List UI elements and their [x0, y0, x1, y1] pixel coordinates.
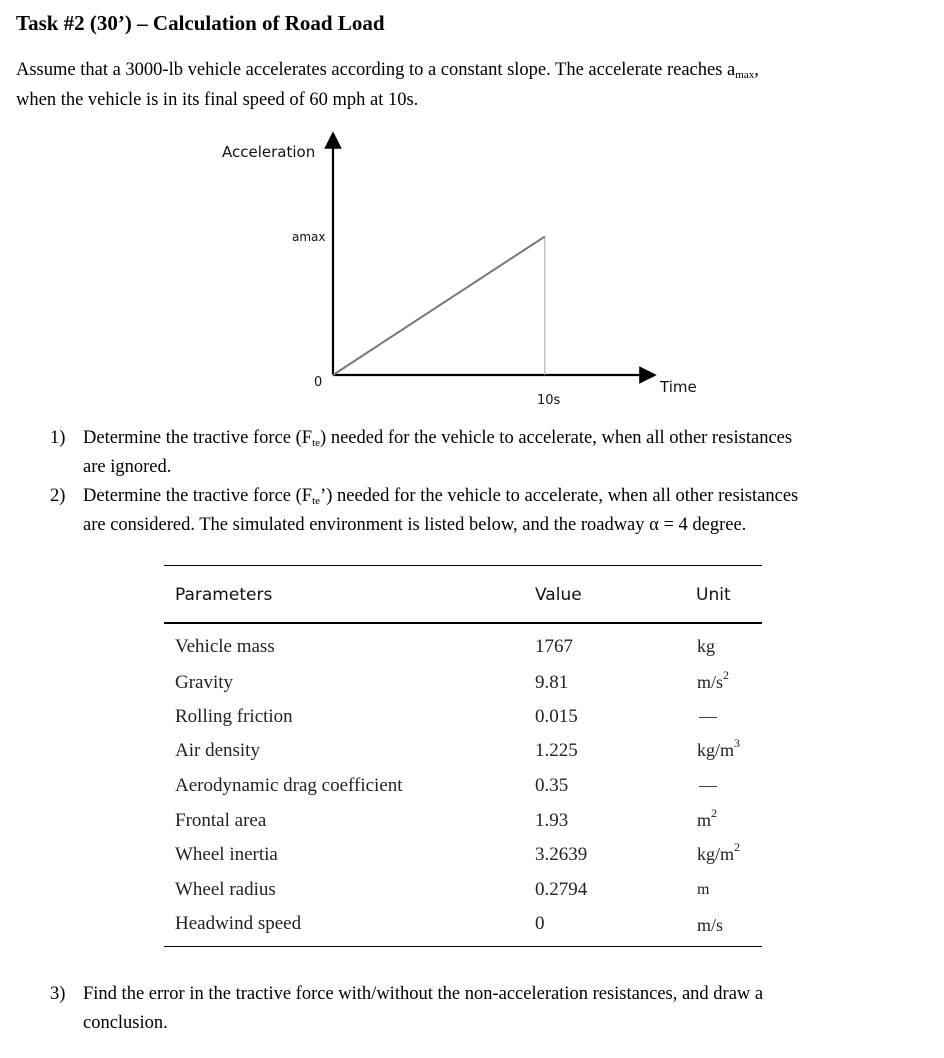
- table-bottom-rule: [164, 946, 762, 947]
- unit-wheel-radius: m: [697, 881, 710, 898]
- value-wheel-inertia: 3.2639: [535, 844, 588, 865]
- y-tick-label-amax: amax: [292, 230, 326, 244]
- unit-air-density: $kg/m^3$: [697, 736, 741, 760]
- x-tick-label-10s: 10s: [537, 393, 561, 408]
- unit-headwind-speed: m/s: [697, 915, 724, 935]
- value-aero-drag: 0.35: [535, 775, 569, 796]
- y-tick-label-0: 0: [314, 375, 323, 390]
- intro-line-1: Assume that a 3000-lb vehicle accelerates according to a constant slope. The accelerate reaches a: [16, 60, 736, 80]
- header-value: Value: [535, 585, 582, 605]
- unit-gravity: $m/s^2$: [697, 668, 730, 692]
- question-1-text-b: ) needed for the vehicle to accelerate, when all other resistances: [320, 428, 793, 448]
- y-axis-label: Acceleration: [222, 143, 316, 161]
- x-axis-label: Time: [660, 378, 697, 396]
- question-1-text-a: Determine the tractive force (F: [83, 428, 313, 448]
- task-title: Task #2 (30’) – Calculation of Road Load: [16, 11, 385, 35]
- question-2-text-b: ’) needed for the vehicle to accelerate, when all other resistances: [320, 486, 799, 506]
- unit-vehicle-mass: kg: [697, 636, 715, 656]
- question-2-number: 2): [50, 486, 66, 506]
- param-headwind-speed: Headwind speed: [175, 913, 302, 934]
- value-wheel-radius: 0.2794: [535, 879, 588, 900]
- value-gravity: 9.81: [535, 672, 569, 693]
- unit-wheel-inertia: $kg/m^2$: [697, 840, 741, 864]
- table-top-rule: [164, 565, 762, 566]
- param-wheel-radius: Wheel radius: [175, 879, 276, 900]
- question-3-line-2: conclusion.: [83, 1013, 168, 1033]
- param-gravity: Gravity: [175, 672, 234, 693]
- param-wheel-inertia: Wheel inertia: [175, 844, 278, 865]
- question-1-number: 1): [50, 428, 66, 448]
- value-headwind-speed: 0: [535, 913, 545, 934]
- unit-aero-drag: —: [699, 775, 717, 795]
- intro-line-1-end: ,: [754, 60, 759, 80]
- question-3-number: 3): [50, 984, 66, 1004]
- param-rolling-friction: Rolling friction: [175, 706, 293, 727]
- header-unit: Unit: [696, 585, 731, 605]
- unit-rolling-friction: —: [699, 706, 717, 726]
- question-2-text-a: Determine the tractive force (F: [83, 486, 313, 506]
- intro-line-2: when the vehicle is in its final speed of 60 mph at 10s.: [16, 90, 419, 110]
- value-frontal-area: 1.93: [535, 810, 569, 831]
- intro-subscript: max: [735, 69, 755, 81]
- param-vehicle-mass: Vehicle mass: [175, 636, 275, 657]
- question-2-line-2: are considered. The simulated environment is listed below, and the roadway α = 4 degree.: [83, 515, 747, 535]
- acceleration-chart: [0, 0, 944, 420]
- question-3-text: Find the error in the tractive force with/without the non-acceleration resistances, and draw a: [83, 984, 764, 1004]
- param-air-density: Air density: [175, 740, 260, 761]
- param-aero-drag: Aerodynamic drag coefficient: [175, 775, 403, 796]
- param-frontal-area: Frontal area: [175, 810, 267, 831]
- unit-frontal-area: $m^2$: [697, 806, 718, 830]
- question-2-subscript: te: [312, 495, 321, 507]
- value-air-density: 1.225: [535, 740, 578, 761]
- question-1-subscript: te: [312, 437, 321, 449]
- table-header-rule: [164, 622, 762, 624]
- value-vehicle-mass: 1767: [535, 636, 573, 657]
- value-rolling-friction: 0.015: [535, 706, 578, 727]
- acceleration-series-line: [333, 237, 545, 375]
- question-1-line-2: are ignored.: [83, 457, 172, 477]
- header-parameters: Parameters: [175, 585, 273, 605]
